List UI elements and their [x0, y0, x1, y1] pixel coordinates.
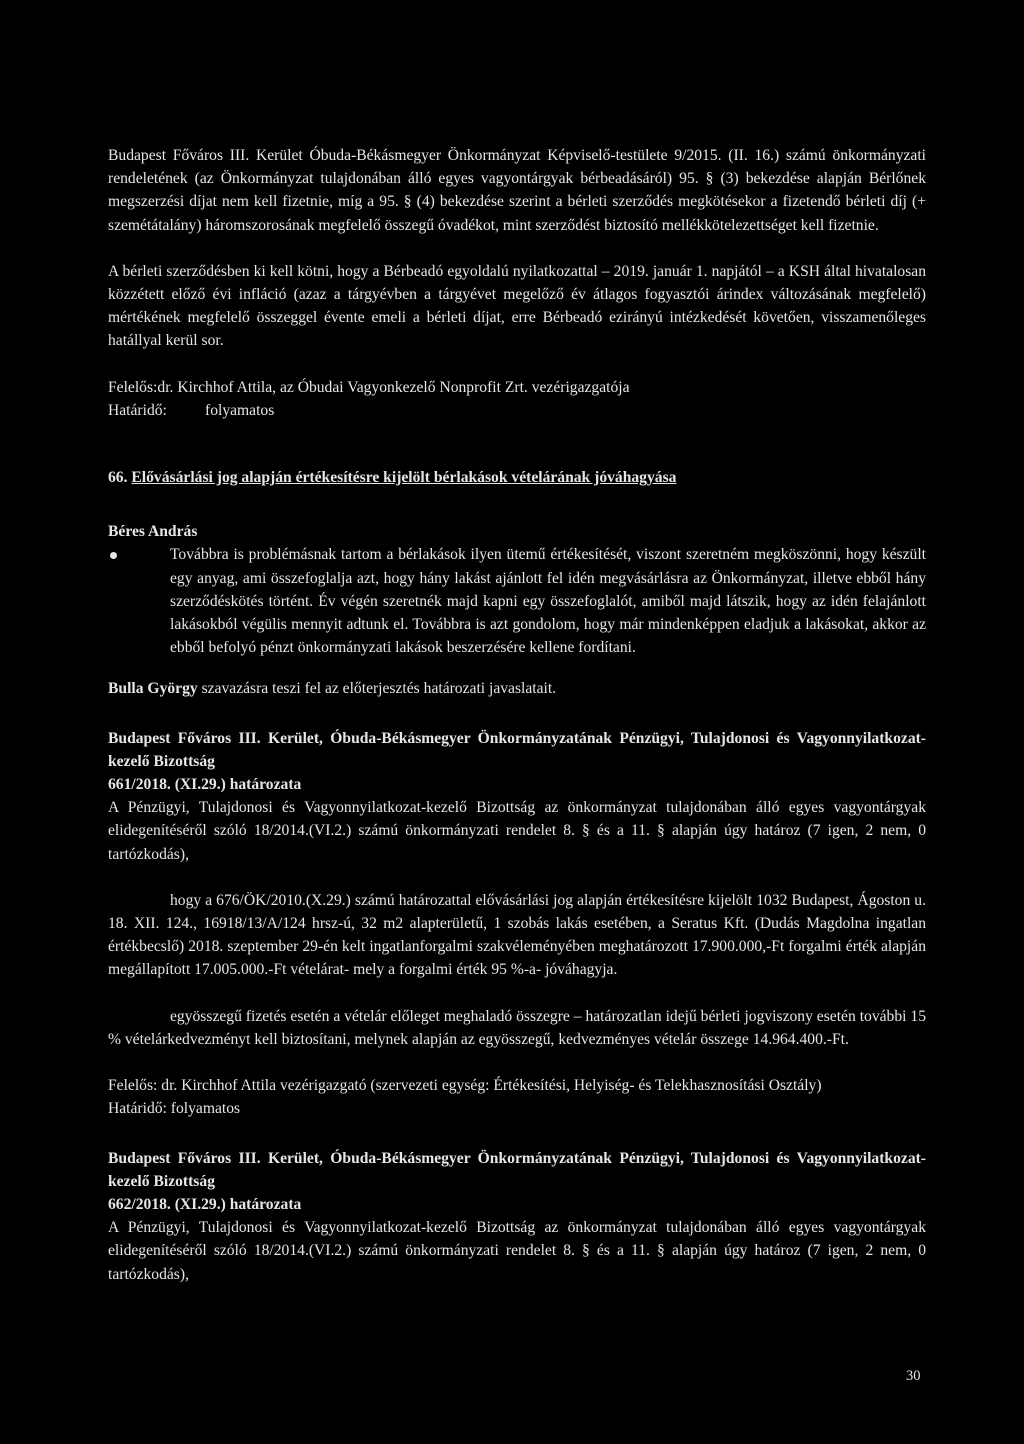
agenda-item-title: Elővásárlási jog alapján értékesítésre kijelölt bérlakások vételárának jóváhagyása: [131, 469, 677, 487]
bullet-icon: [110, 552, 117, 559]
resolution-662-number: 662/2018. (XI.29.) határozata: [108, 1195, 302, 1213]
deadline-label: Határidő:: [108, 401, 167, 419]
responsible-line-1: [108, 376, 926, 399]
vote-line: [108, 677, 926, 700]
deadline-line-1: [108, 399, 926, 422]
resolution-661-para-2: egyösszegű fizetés esetén a vételár előleget meghaladó összegre – határozatlan idejű bérleti jogviszony esetén további 15 % vételárkedvezményt kell biztosítani, melynek alapján az egyösszegű, kedvezményes vételár összege 14.964.400.-Ft.: [108, 1007, 926, 1048]
vote-speaker: Bulla György: [108, 680, 198, 698]
resolution-661-responsible: Felelős: dr. Kirchhof Attila vezérigazgató (szervezeti egység: Értékesítési, Helyiség- és Telekhasznosítási Osztály): [108, 1077, 822, 1095]
speaker-comment-item: [108, 543, 926, 659]
agenda-item-number: 66.: [108, 469, 128, 487]
top-paragraph: Budapest Főváros III. Kerület Óbuda-Békásmegyer Önkormányzat Képviselő-testülete 9/2015. (II. 16.) számú önkormányzati rendeletének (az Önkormányzat tulajdonában álló egyes vagyontárgyak bérbeadásáról) 95. § (3) bekezdése alapján Bérlőnek megszerzési díjat nem kell fizetnie, míg a 95. § (4) bekezdése szerint a bérleti szerződés megkötésekor a fizetendő bérleti díj (+ szemétátalány) háromszorosának megfelelő összegű óvadékot, mint szerződést biztosító mellékkötelezettséget kell fizetnie.: [108, 147, 926, 234]
resolution-661-number: 661/2018. (XI.29.) határozata: [108, 776, 302, 794]
resolution-661-intro: A Pénzügyi, Tulajdonosi és Vagyonnyilatkozat-kezelő Bizottság az önkormányzat tulajdonában álló egyes vagyontárgyak elidegenítéséről szóló 18/2014.(VI.2.) számú önkormányzati rendelet 8. § és a 11. § alapján úgy határoz (7 igen, 2 nem, 0 tartózkodás),: [108, 799, 926, 863]
resolution-662-intro: A Pénzügyi, Tulajdonosi és Vagyonnyilatkozat-kezelő Bizottság az önkormányzat tulajdonában álló egyes vagyontárgyak elidegenítéséről szóló 18/2014.(VI.2.) számú önkormányzati rendelet 8. § és a 11. § alapján úgy határoz (7 igen, 2 nem, 0 tartózkodás),: [108, 1219, 926, 1283]
agenda-item-heading: [108, 466, 926, 489]
speaker-comments: [108, 543, 926, 659]
responsible-value: dr. Kirchhof Attila, az Óbudai Vagyonkezelő Nonprofit Zrt. vezérigazgatója: [157, 378, 630, 396]
speaker-name: Béres András: [108, 523, 198, 541]
deadline-value: folyamatos: [205, 401, 275, 419]
responsible-label: Felelős:: [108, 378, 158, 396]
inflation-paragraph: A bérleti szerződésben ki kell kötni, hogy a Bérbeadó egyoldalú nyilatkozattal – 2019. január 1. napjától – a KSH által hivatalosan közzétett előző évi infláció (azaz a tárgyévben a tárgyévet megelőző év átlagos fogyasztói árindex változásának megfelelő) mértékének megfelelő összeggel évente emeli a bérleti díjat, erre Bérbeadó ezirányú intézkedését követően, visszamenőleges hatállyal kerül sor.: [108, 262, 926, 350]
resolution-662-body: Budapest Főváros III. Kerület, Óbuda-Békásmegyer Önkormányzatának Pénzügyi, Tulajdonosi és Vagyonnyilatkozat-kezelő Bizottság: [108, 1149, 926, 1190]
resolution-661-deadline: Határidő: folyamatos: [108, 1100, 241, 1118]
vote-text: szavazásra teszi fel az előterjesztés határozati javaslatait.: [197, 680, 557, 698]
speaker-comment-text: Továbbra is problémásnak tartom a bérlakások ilyen ütemű értékesítését, viszont szeretném megköszönni, hogy készült egy anyag, ami összefoglalja azt, hogy hány lakást ajánlott fel idén megvásárlásra az Önkormányzat, illetve ebből hány szerződéskötés történt. Év végén szeretnék majd kapni egy összefoglalót, amiből majd látszik, hogy az idén felajánlott lakásokból végülis mennyit adtunk el. Továbbra is azt gondolom, hogy már mindenképpen eladjuk a lakásokat, akkor az ebből befolyó pénzt önkormányzati lakások beszerzésére kellene fordítani.: [170, 546, 926, 657]
page-content: [108, 144, 926, 1286]
resolution-661-body: Budapest Főváros III. Kerület, Óbuda-Békásmegyer Önkormányzatának Pénzügyi, Tulajdonosi és Vagyonnyilatkozat-kezelő Bizottság: [108, 729, 926, 770]
page-number: 30: [906, 1368, 921, 1384]
resolution-661-para-1: hogy a 676/ÖK/2010.(X.29.) számú határozattal elővásárlási jog alapján értékesítésre kijelölt 1032 Budapest, Ágoston u. 18. XII. 124., 16918/13/A/124 hrsz-ú, 32 m2 alapterületű, 1 szobás lakás esetében, a Seratus Kft. (Dudás Magdolna ingatlan értékbecslő) 2018. szeptember 29-én kelt ingatlanforgalmi szakvéleményében meghatározott 17.900.000,-Ft forgalmi érték alapján megállapított 17.005.000.-Ft vételárat- mely a forgalmi érték 95 %-a- jóváhagyja.: [108, 891, 926, 979]
